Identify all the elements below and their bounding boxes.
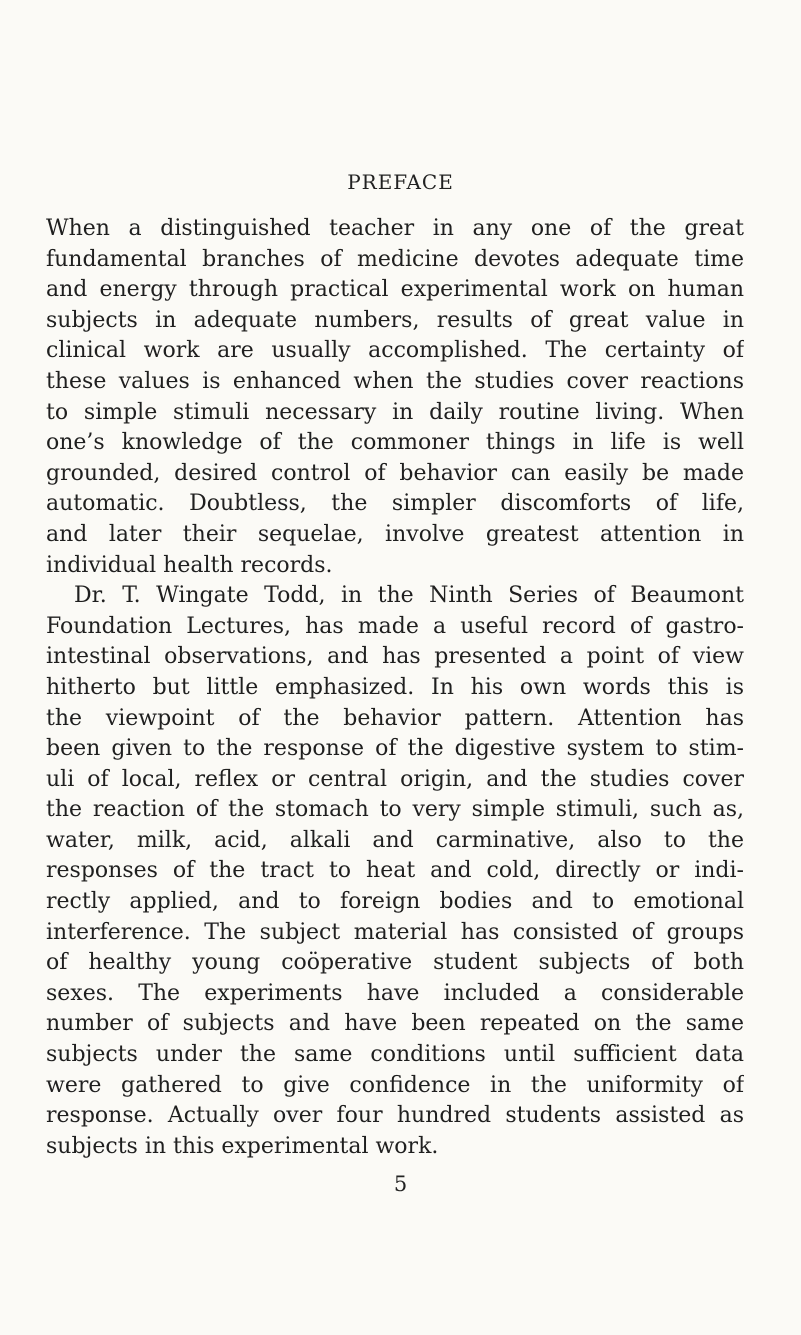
text-line: individual health records. — [46, 552, 333, 578]
text-line: subjects in this experimental work. — [46, 1133, 439, 1159]
text-line: uli of local, reflex or central origin, and the studies cover — [46, 766, 744, 792]
page-number: 5 — [393, 1172, 408, 1196]
text-line: response. Actually over four hundred students assisted as — [46, 1103, 744, 1129]
text-line: the reaction of the stomach to very simple stimuli, such as, — [46, 797, 744, 823]
text-line: hitherto but little emphasized. In his own words this is — [46, 674, 744, 700]
text-line: automatic. Doubtless, the simpler discomforts of life, — [46, 491, 744, 517]
text-line: of healthy young coöperative student subjects of both — [46, 950, 744, 976]
text-line: intestinal observations, and has presented a point of view — [46, 644, 744, 670]
text-line: grounded, desired control of behavior can easily be made — [46, 460, 744, 486]
text-line: subjects under the same conditions until sufficient data — [46, 1042, 744, 1068]
text-line: water, milk, acid, alkali and carminative, also to the — [46, 827, 744, 853]
text-line: and later their sequelae, involve greatest attention in — [46, 521, 744, 547]
text-line: subjects in adequate numbers, results of great value in — [46, 307, 744, 333]
text-line: to simple stimuli necessary in daily routine living. When — [46, 399, 744, 425]
text-line: clinical work are usually accomplished. The certainty of — [46, 338, 744, 364]
body-text — [46, 214, 744, 1162]
text-line: Foundation Lectures, has made a useful record of gastro- — [46, 613, 744, 639]
text-line: been given to the response of the digestive system to stim- — [46, 736, 744, 762]
text-line: and energy through practical experimental work on human — [46, 277, 744, 303]
text-line: fundamental branches of medicine devotes adequate time — [46, 246, 744, 272]
text-line: these values is enhanced when the studies cover reactions — [46, 368, 744, 394]
text-line: responses of the tract to heat and cold, directly or indi- — [46, 858, 744, 884]
page-title: PREFACE — [347, 170, 454, 194]
text-line: the viewpoint of the behavior pattern. Attention has — [46, 705, 744, 731]
text-line: one’s knowledge of the commoner things in life is well — [46, 430, 744, 456]
text-line: were gathered to give confidence in the uniformity of — [46, 1072, 744, 1098]
text-line: sexes. The experiments have included a considerable — [46, 980, 744, 1006]
text-line: When a distinguished teacher in any one of the great — [46, 216, 744, 241]
text-line: Dr. T. Wingate Todd, in the Ninth Series of Beaumont — [74, 583, 744, 609]
text-line: interference. The subject material has consisted of groups — [46, 919, 744, 945]
text-line: number of subjects and have been repeated on the same — [46, 1011, 744, 1037]
text-line: rectly applied, and to foreign bodies and to emotional — [46, 889, 744, 915]
